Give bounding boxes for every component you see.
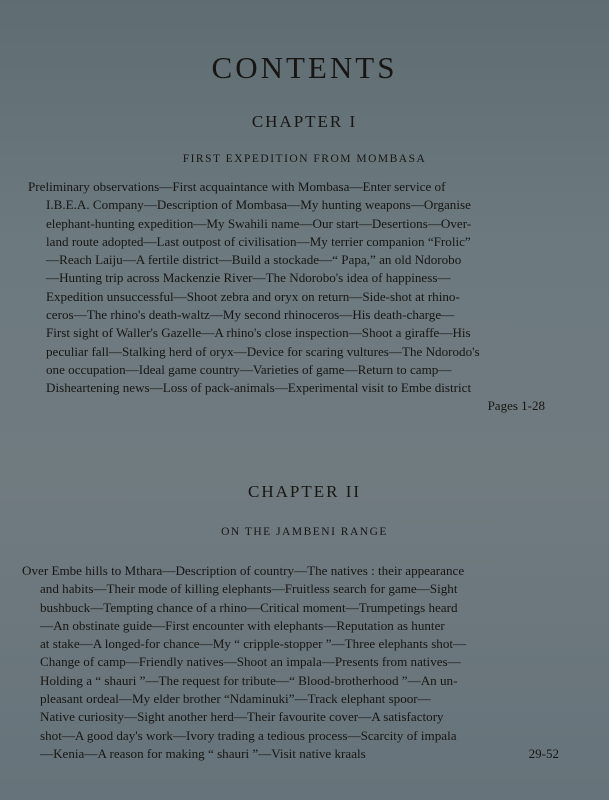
chapter-1-summary-line: one occupation—Ideal game country—Varieties of game—Return to camp—: [46, 361, 452, 377]
chapter-1-summary-line: —Reach Laiju—A fertile district—Build a stockade—“ Papa,” an old Ndorobo: [46, 252, 462, 268]
chapter-1-subtitle: FIRST EXPEDITION FROM MOMBASA: [182, 153, 427, 165]
chapter-1-pages: Pages 1-28: [487, 398, 545, 413]
chapter-1-summary-line: Expedition unsuccessful—Shoot zebra and oryx on return—Side-shot at rhino-: [46, 288, 460, 304]
chapter-2-summary-line: Native curiosity—Sight another herd—Their favourite cover—A satisfactory: [40, 709, 444, 725]
chapter-1-summary-line: peculiar fall—Stalking herd of oryx—Device for scaring vultures—The Ndorodo's: [46, 343, 480, 359]
chapter-2-summary-line: —An obstinate guide—First encounter with elephants—Reputation as hunter: [40, 617, 445, 633]
chapter-2-summary-line: and habits—Their mode of killing elephants—Fruitless search for game—Sight: [40, 581, 458, 597]
chapter-1-summary-line: Disheartening news—Loss of pack-animals—Experimental visit to Embe district: [46, 380, 472, 396]
chapter-1-summary-line: First sight of Waller's Gazelle—A rhino's close inspection—Shoot a giraffe—His: [46, 325, 471, 341]
chapter-2-subtitle: ON THE JAMBENI RANGE: [221, 526, 388, 538]
chapter-2-summary: [22, 562, 572, 763]
chapter-1-summary-line: land route adopted—Last outpost of civilisation—My terrier companion “Frolic”: [46, 233, 471, 249]
chapter-2-summary-line: Over Embe hills to Mthara—Description of country—The natives : their appearance: [22, 563, 465, 578]
chapter-1-summary-line: elephant-hunting expedition—My Swahili name—Our start—Desertions—Over-: [46, 215, 472, 231]
chapter-1-heading: CHAPTER I: [251, 112, 358, 131]
chapter-2-pages: 29-52: [528, 746, 559, 761]
chapter-2-summary-line: —Kenia—A reason for making “ shauri ”—Visit native kraals: [40, 745, 366, 761]
chapter-2-summary-line: pleasant ordeal—My elder brother “Ndaminuki”—Track elephant spoor—: [40, 691, 431, 707]
chapter-2-summary-line: Holding a “ shauri ”—The request for tribute—“ Blood-brotherhood ”—An un-: [40, 672, 458, 688]
chapter-1-summary: [28, 178, 578, 398]
chapter-1-summary-line: ceros—The rhino's death-waltz—My second rhinoceros—His death-charge—: [46, 307, 455, 323]
chapter-1-summary-line: Preliminary observations—First acquaintance with Mombasa—Enter service of: [28, 179, 446, 194]
chapter-2-summary-line: Change of camp—Friendly natives—Shoot an impala—Presents from natives—: [40, 654, 461, 670]
chapter-2-summary-line: at stake—A longed-for chance—My “ cripple-stopper ”—Three elephants shot—: [40, 636, 467, 652]
chapter-2-summary-line: shot—A good day's work—Ivory trading a tedious process—Scarcity of impala: [40, 727, 457, 743]
chapter-1-summary-line: I.B.E.A. Company—Description of Mombasa—My hunting weapons—Organise: [46, 197, 471, 213]
contents-title: CONTENTS: [211, 50, 398, 85]
chapter-1-summary-line: —Hunting trip across Mackenzie River—The Ndorobo's idea of happiness—: [46, 270, 451, 286]
chapter-2-summary-line: bushbuck—Tempting chance of a rhino—Critical moment—Trumpetings heard: [40, 599, 458, 615]
chapter-2-heading: CHAPTER II: [247, 482, 362, 501]
